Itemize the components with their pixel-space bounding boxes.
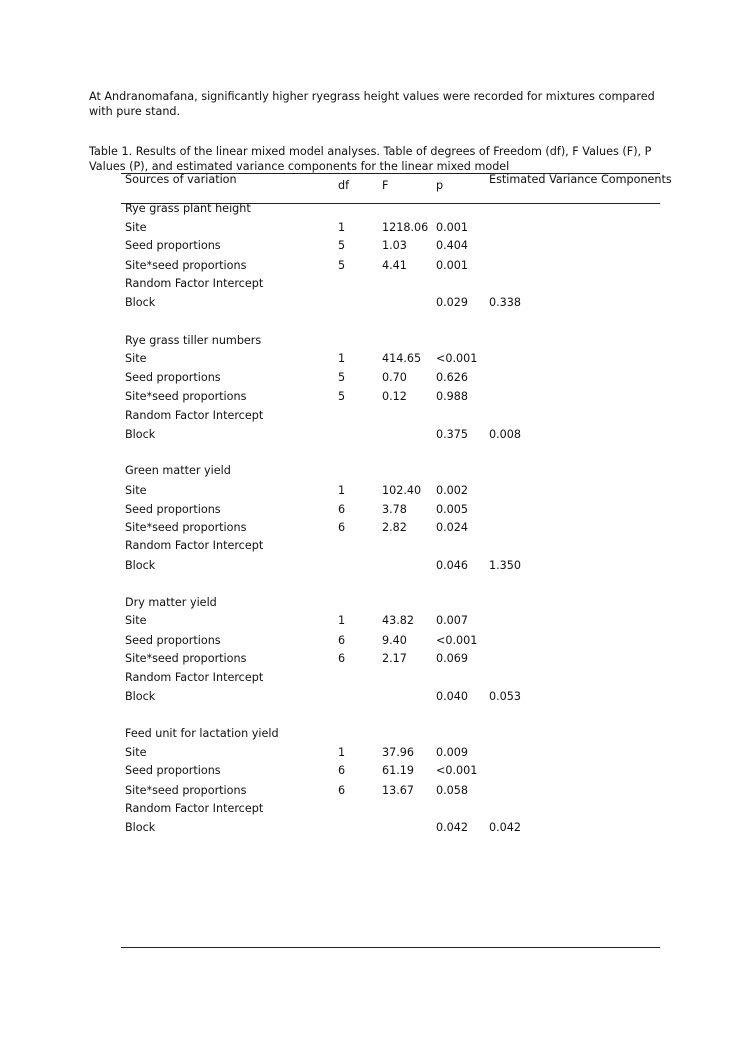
group-title: Rye grass plant height (125, 202, 251, 215)
header-df: df (338, 179, 350, 192)
row-label-cell: Block (125, 559, 156, 572)
row-label-cell: Site*seed proportions (125, 784, 247, 797)
row-f-cell: 37.96 (382, 746, 415, 759)
row-p-cell: 0.042 (436, 821, 469, 834)
row-f-cell: 61.19 (382, 764, 415, 777)
row-label-cell: Seed proportions (125, 371, 221, 384)
row-label-cell: Site (125, 614, 147, 627)
row-f-cell: 0.70 (382, 371, 407, 384)
row-p-cell: 0.029 (436, 296, 469, 309)
row-p-cell: 0.626 (436, 371, 469, 384)
body-paragraph: At Andranomafana, significantly higher ryegrass height values were recorded for mixtures compared with pure stand. (89, 90, 655, 118)
row-df-cell: 1 (338, 221, 346, 234)
row-label-cell: Site*seed proportions (125, 652, 247, 665)
row-p-cell: <0.001 (436, 764, 478, 777)
row-label-cell: Site (125, 221, 147, 234)
row-p-cell: 0.009 (436, 746, 469, 759)
row-df-cell: 6 (338, 521, 346, 534)
row-label-cell: Block (125, 821, 156, 834)
row-f-cell: 1.03 (382, 239, 407, 252)
header-variance: Estimated Variance Components (489, 173, 672, 186)
row-f-cell: 13.67 (382, 784, 415, 797)
header-sources: Sources of variation (125, 173, 237, 186)
row-label-cell: Seed proportions (125, 503, 221, 516)
row-p-cell: 0.002 (436, 484, 469, 497)
row-evc-cell: 0.053 (489, 690, 522, 703)
row-p-cell: 0.069 (436, 652, 469, 665)
row-label-cell: Random Factor Intercept (125, 409, 264, 422)
row-df-cell: 6 (338, 652, 346, 665)
row-label-cell: Block (125, 296, 156, 309)
row-p-cell: 0.001 (436, 259, 469, 272)
row-label-cell: Seed proportions (125, 634, 221, 647)
row-label-cell: Site (125, 746, 147, 759)
row-p-cell: 0.046 (436, 559, 469, 572)
row-df-cell: 6 (338, 784, 346, 797)
row-p-cell: 0.988 (436, 390, 469, 403)
row-p-cell: 0.058 (436, 784, 469, 797)
row-evc-cell: 0.008 (489, 428, 522, 441)
row-evc-cell: 0.042 (489, 821, 522, 834)
table-bottom-rule (121, 947, 660, 948)
table-caption: Table 1. Results of the linear mixed model analyses. Table of degrees of Freedom (df), F Values (F), P Values (P), and estimated variance components for the linear mixed model (89, 145, 652, 173)
row-f-cell: 4.41 (382, 259, 407, 272)
row-f-cell: 414.65 (382, 352, 422, 365)
row-df-cell: 1 (338, 352, 346, 365)
row-p-cell: 0.005 (436, 503, 469, 516)
row-p-cell: 0.404 (436, 239, 469, 252)
row-label-cell: Site*seed proportions (125, 521, 247, 534)
header-p: p (436, 179, 444, 192)
row-f-cell: 9.40 (382, 634, 407, 647)
row-label-cell: Block (125, 690, 156, 703)
group-title: Rye grass tiller numbers (125, 334, 262, 347)
group-title: Green matter yield (125, 464, 231, 477)
row-label-cell: Random Factor Intercept (125, 277, 264, 290)
row-p-cell: <0.001 (436, 352, 478, 365)
row-p-cell: 0.040 (436, 690, 469, 703)
row-p-cell: <0.001 (436, 634, 478, 647)
row-label-cell: Site*seed proportions (125, 390, 247, 403)
row-label-cell: Seed proportions (125, 764, 221, 777)
row-df-cell: 1 (338, 614, 346, 627)
header-f: F (382, 179, 389, 192)
group-title: Dry matter yield (125, 596, 217, 609)
row-f-cell: 1218.06 (382, 221, 429, 234)
row-df-cell: 6 (338, 764, 346, 777)
row-df-cell: 6 (338, 634, 346, 647)
row-label-cell: Random Factor Intercept (125, 802, 264, 815)
row-f-cell: 43.82 (382, 614, 415, 627)
row-df-cell: 5 (338, 259, 346, 272)
row-df-cell: 1 (338, 484, 346, 497)
row-p-cell: 0.024 (436, 521, 469, 534)
row-f-cell: 2.82 (382, 521, 407, 534)
row-label-cell: Seed proportions (125, 239, 221, 252)
row-label-cell: Site (125, 484, 147, 497)
row-df-cell: 6 (338, 503, 346, 516)
row-f-cell: 0.12 (382, 390, 407, 403)
row-label-cell: Block (125, 428, 156, 441)
group-title: Feed unit for lactation yield (125, 727, 279, 740)
row-label-cell: Site*seed proportions (125, 259, 247, 272)
row-label-cell: Random Factor Intercept (125, 539, 264, 552)
row-f-cell: 102.40 (382, 484, 422, 497)
row-evc-cell: 0.338 (489, 296, 522, 309)
row-evc-cell: 1.350 (489, 559, 522, 572)
row-f-cell: 3.78 (382, 503, 407, 516)
row-p-cell: 0.007 (436, 614, 469, 627)
row-p-cell: 0.375 (436, 428, 469, 441)
row-label-cell: Random Factor Intercept (125, 671, 264, 684)
row-p-cell: 0.001 (436, 221, 469, 234)
row-df-cell: 5 (338, 371, 346, 384)
row-df-cell: 5 (338, 390, 346, 403)
row-f-cell: 2.17 (382, 652, 407, 665)
row-label-cell: Site (125, 352, 147, 365)
row-df-cell: 1 (338, 746, 346, 759)
row-df-cell: 5 (338, 239, 346, 252)
